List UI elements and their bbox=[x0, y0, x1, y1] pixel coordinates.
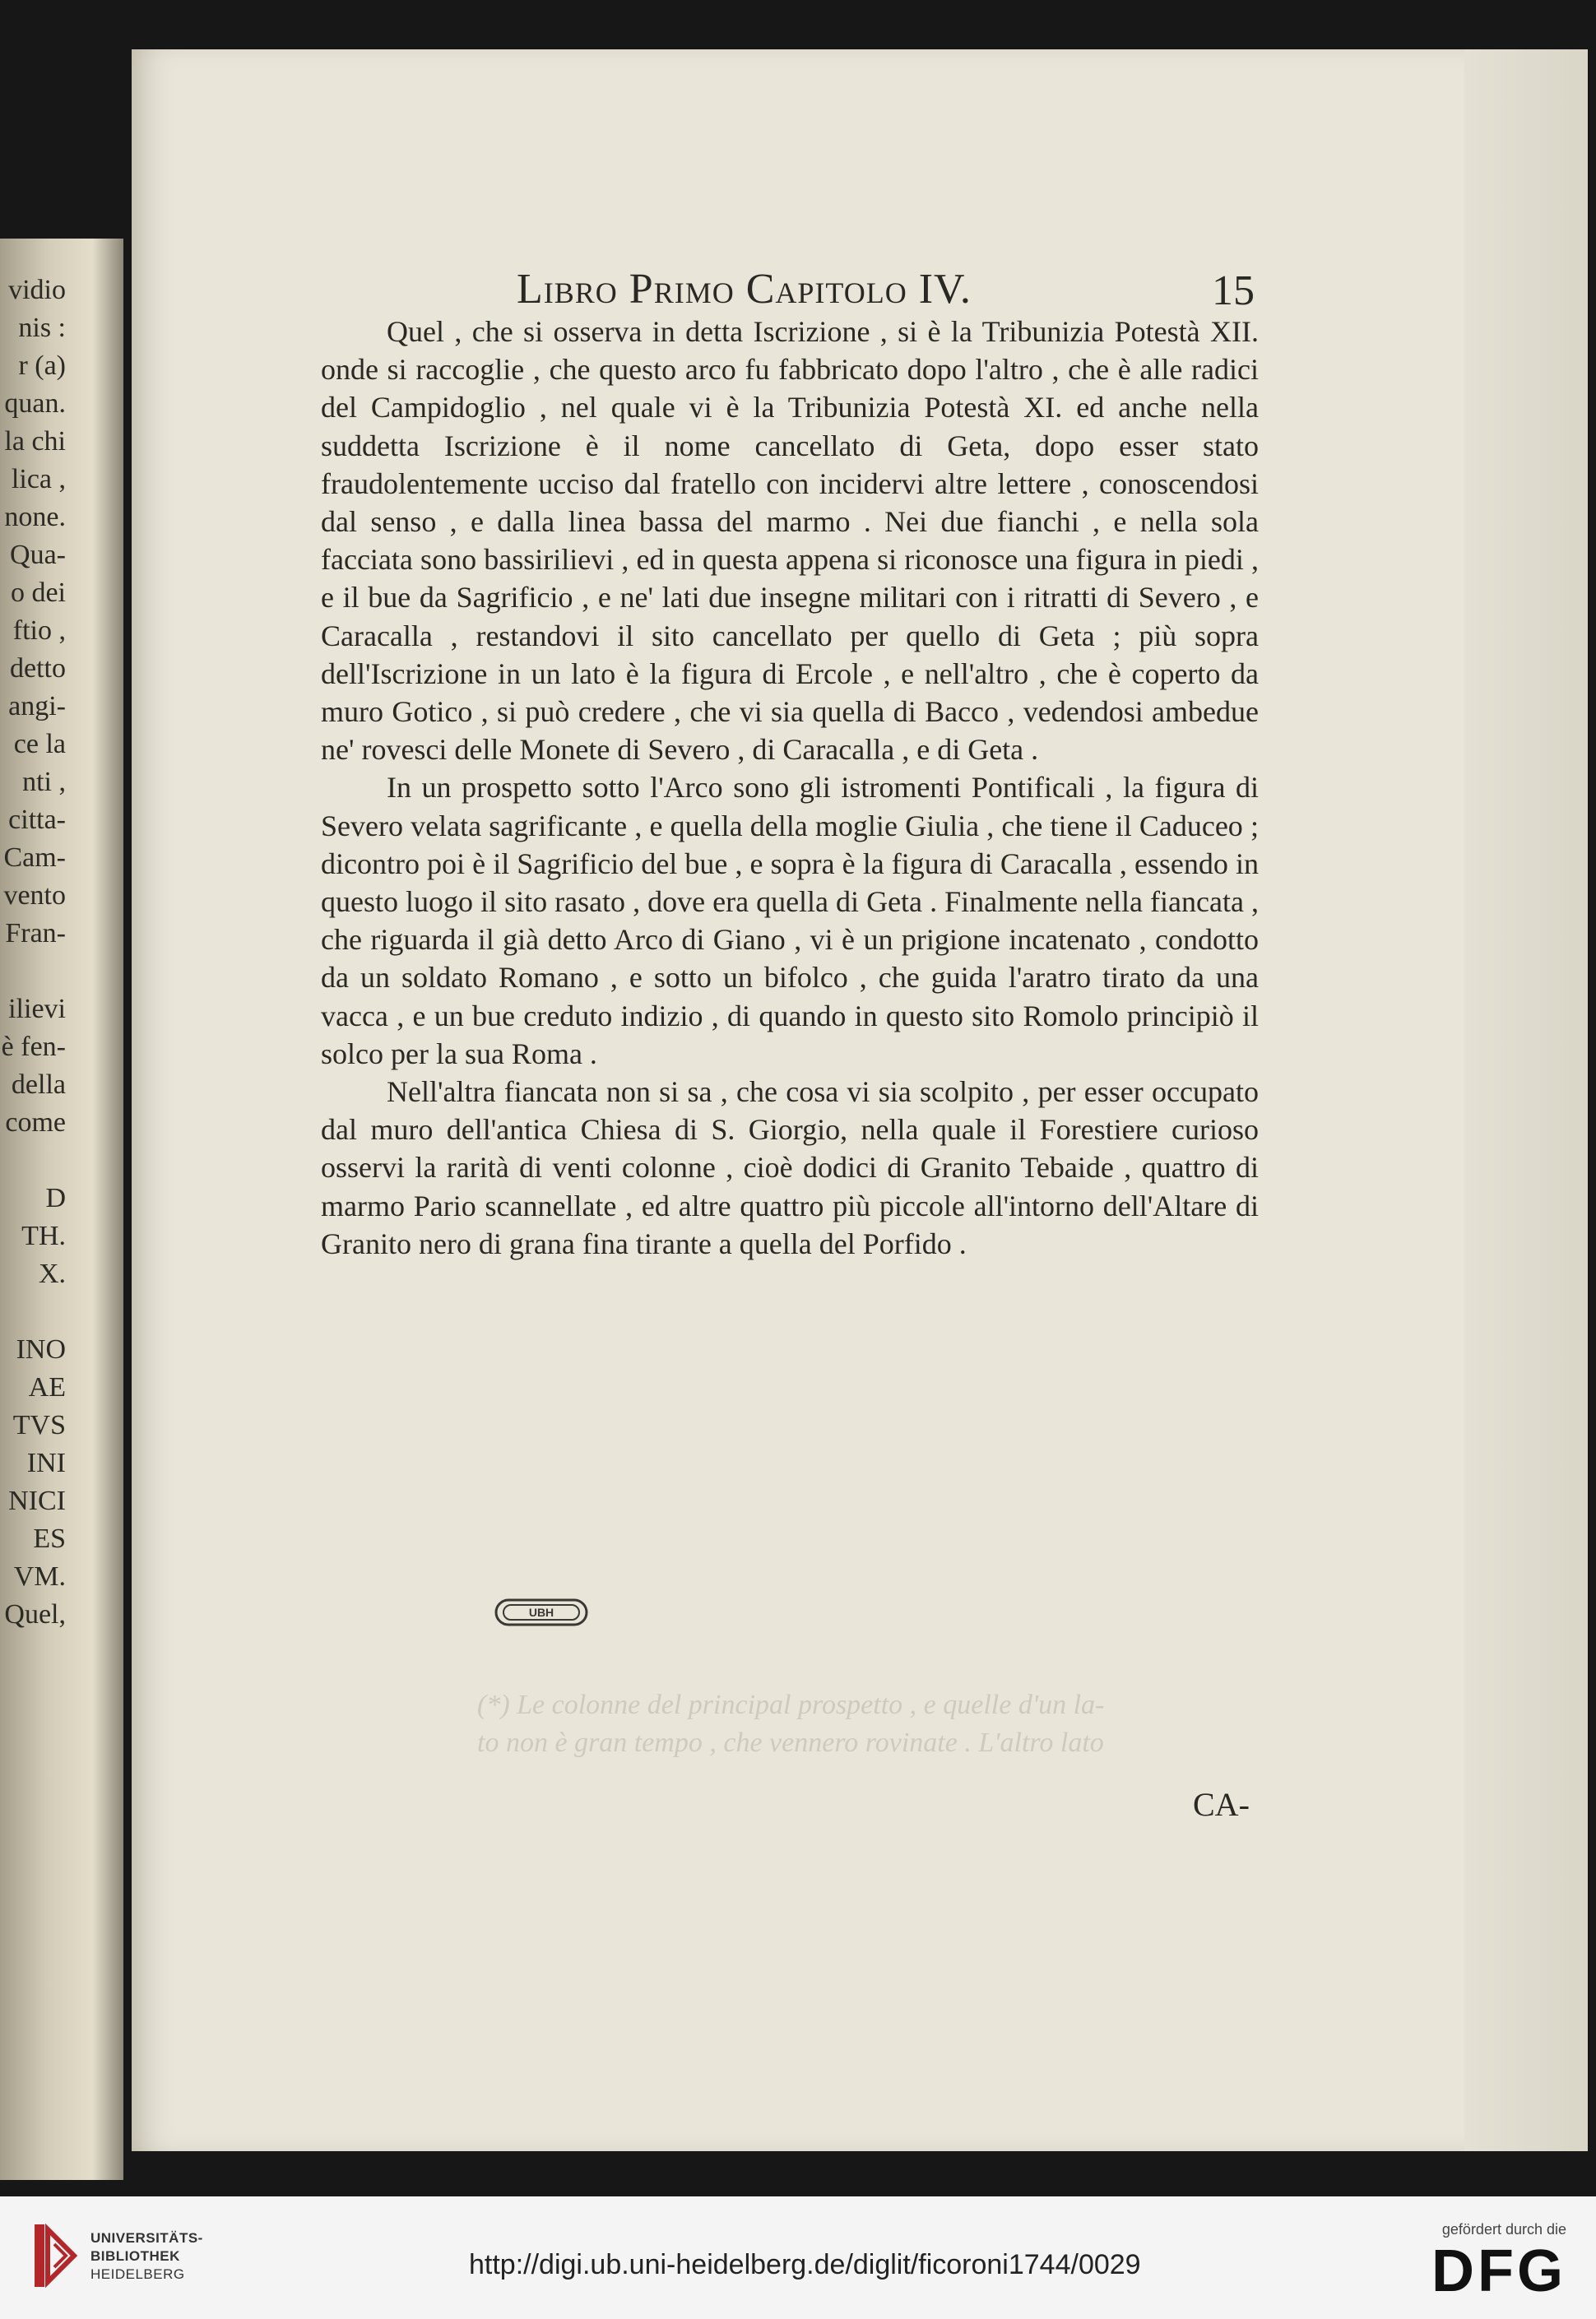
paragraph-2: In un prospetto sotto l'Arco sono gli istromenti Pontificali , la figura di Severo velata sagrificante , e quella della moglie Giulia , che tiene il Caduceo ; dicontro poi è il Sagrificio del bue , e sopra è la figura di Caracalla , essendo in questo luogo il sito rasato , dove era quella di Geta . Finalmente nella fiancata , che riguarda il già detto Arco di Giano , vi è un prigione incatenato , condotto da un soldato Romano , e sotto un bifolco , che guida l'aratro tirato da una vacca , e un bue creduto indizio , di quando in questo sito Romolo principiò il solco per la sua Roma . bbox=[321, 771, 1259, 1070]
facing-page-line: Fran- bbox=[5, 918, 66, 948]
facing-page-line bbox=[0, 1293, 66, 1331]
facing-page-line: vidio bbox=[8, 275, 66, 305]
paragraph-1: Quel , che si osserva in detta Iscrizione , si è la Tribunizia Potestà XII. onde si raccoglie , che questo arco fu fabbricato dopo l'altro , che è alle radici del Campidoglio , nel quale vi è la Tribunizia Potestà XI. ed anche nella suddetta Iscrizione è il nome cancellato di Geta, dopo esser stato fraudolentemente ucciso dal fratello con incidervi altre lettere , conoscendosi dal senso , e dalla linea bassa del marmo . Nei due fianchi , e nella sola facciata sono bassirilievi , ed in questa appena si riconosce una figura in piedi , e il bue da Sagrificio , e ne' lati due insegne militari con i ritratti di Severo , e Caracalla , restandovi il sito cancellato per quello di Geta ; più sopra dell'Iscrizione in un lato è la figura di Ercole , e nell'altro , che è coperto da muro Gotico , si può credere , che vi sia quella di Bacco , vedendosi ambedue ne' rovesci delle Monete di Severo , di Caracalla , e di Geta . bbox=[321, 315, 1259, 767]
facing-page-line: INI bbox=[26, 1448, 66, 1478]
page-number: 15 bbox=[1212, 267, 1255, 314]
facing-page-line: none. bbox=[4, 502, 66, 532]
facing-page-line: citta- bbox=[8, 805, 66, 835]
catchword: CA- bbox=[1193, 1786, 1250, 1823]
facing-page-line: nti , bbox=[22, 767, 66, 797]
funding-label: gefördert durch die bbox=[1441, 2221, 1566, 2238]
facing-page-line: della bbox=[11, 1069, 66, 1100]
funding-note bbox=[1431, 2221, 1566, 2304]
facing-page-line bbox=[0, 1142, 66, 1180]
dfg-logo: DFG bbox=[1431, 2238, 1566, 2304]
facing-page-line: VM. bbox=[13, 1561, 66, 1592]
facing-page-line: TVS bbox=[12, 1410, 66, 1440]
facing-page-line: lica , bbox=[11, 464, 66, 494]
running-head: Libro Primo Capitolo IV. bbox=[517, 266, 972, 313]
facing-page-line: r (a) bbox=[18, 350, 66, 381]
facing-page-line: TH. bbox=[21, 1221, 66, 1251]
facing-page-line: ilievi bbox=[8, 994, 66, 1024]
book-page bbox=[132, 49, 1588, 2151]
facing-page-line: ES bbox=[33, 1524, 66, 1554]
university-library-logo-icon bbox=[31, 2221, 81, 2290]
page-body bbox=[321, 313, 1259, 1263]
stamp-text: UBH bbox=[528, 1606, 554, 1619]
facing-page-line: X. bbox=[38, 1259, 66, 1289]
facing-page-line: Quel, bbox=[4, 1599, 66, 1630]
facing-page-line: o dei bbox=[10, 577, 66, 608]
facing-page-line: è fen- bbox=[1, 1032, 66, 1062]
facing-page-line: Cam- bbox=[3, 842, 66, 873]
facing-page-line: ftio , bbox=[12, 615, 66, 646]
facing-page-line: Qua- bbox=[10, 540, 66, 570]
permalink[interactable]: http://digi.ub.uni-heidelberg.de/diglit/ficoroni1744/0029 bbox=[469, 2249, 1141, 2280]
facing-page-text bbox=[0, 271, 66, 1634]
facing-page-line: come bbox=[5, 1107, 66, 1138]
facing-page-line: D bbox=[45, 1183, 66, 1213]
facing-page-line: la chi bbox=[4, 426, 66, 457]
facing-page-line bbox=[0, 953, 66, 990]
facing-page-line: vento bbox=[3, 880, 66, 911]
institution-name: UNIVERSITÄTS- BIBLIOTHEK HEIDELBERG bbox=[90, 2230, 203, 2282]
facing-page-line: quan. bbox=[4, 388, 66, 419]
page-fore-edge bbox=[1464, 49, 1588, 2151]
facing-page-line: nis : bbox=[18, 313, 66, 343]
facing-page-line: NICI bbox=[8, 1486, 66, 1516]
facing-page-edge bbox=[0, 239, 123, 2180]
bleed-through-text: (*) Le colonne del principal prospetto , e quelle d'un la- to non è gran tempo , che vennero rovinate . L'altro lato bbox=[477, 1690, 1105, 1758]
footer-bar bbox=[0, 2196, 1596, 2319]
facing-page-line: detto bbox=[10, 653, 66, 684]
facing-page-line: AE bbox=[28, 1372, 66, 1403]
facing-page-line: ce la bbox=[13, 729, 66, 759]
library-stamp bbox=[494, 1596, 592, 1629]
paragraph-3: Nell'altra fiancata non si sa , che cosa vi sia scolpito , per esser occupato dal muro dell'antica Chiesa di S. Giorgio, nella quale il Forestiere curioso osservi la rarità di venti colonne , cioè dodici di Granito Tebaide , quattro di marmo Pario scannellate , ed altre quattro più piccole all'intorno dell'Altare di Granito nero di grana fina tirante a quella del Porfido . bbox=[321, 1075, 1259, 1260]
facing-page-line: angi- bbox=[8, 691, 66, 721]
facing-page-line: INO bbox=[16, 1334, 66, 1365]
